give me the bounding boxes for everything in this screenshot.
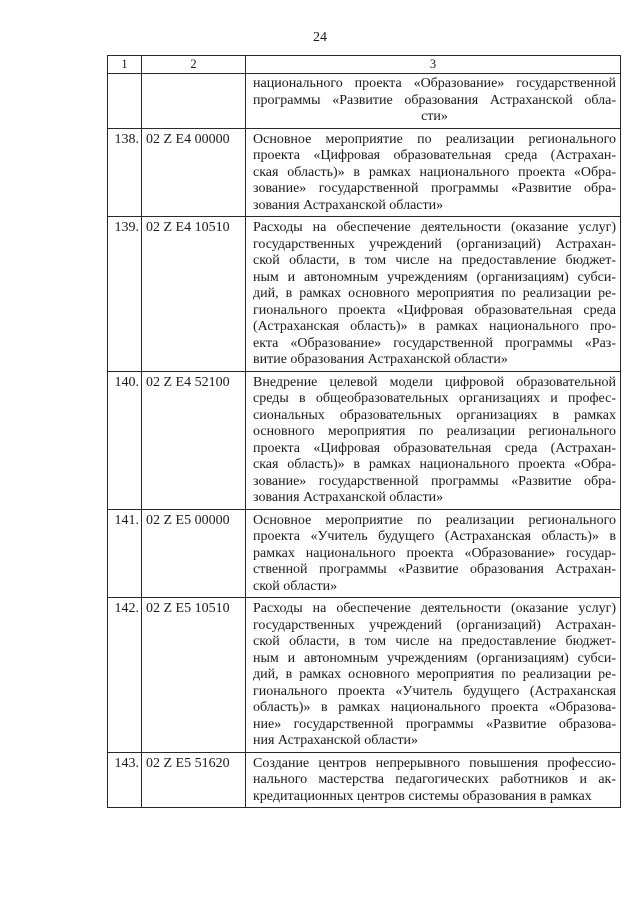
description-line: рамках национального проекта «Образование» государ- <box>253 545 616 561</box>
description-line: национального проекта «Образование» государственной <box>253 76 616 91</box>
description-line: зования Астраханской области» <box>253 490 444 505</box>
row-description <box>246 752 621 808</box>
description-line: проекта «Учитель будущего (Астраханская область)» в <box>253 529 616 544</box>
description-line: сти» <box>421 109 448 124</box>
description-line: дий, в рамках основного мероприятия по реализации ре- <box>253 286 616 301</box>
description-line: среды в общеобразовательных организациях и профес- <box>253 391 616 406</box>
table-row <box>108 598 621 753</box>
row-number: 138. <box>108 128 142 217</box>
row-description <box>246 371 621 509</box>
description-line: нального мастерства педагогических работников и ак- <box>253 772 616 787</box>
table-row <box>108 752 621 808</box>
description-line: проекта «Цифровая образовательная среда (Астрахан- <box>253 148 616 163</box>
row-description <box>246 74 621 129</box>
page-number: 24 <box>313 30 327 45</box>
description-line: ным и автономным учреждениям (организациям) субси- <box>253 650 616 666</box>
budget-classification-table <box>107 55 621 808</box>
description-line: сиональных образовательных организациях в рамках <box>253 407 616 423</box>
description-line: витие образования Астраханской области» <box>253 352 508 367</box>
description-line: Внедрение целевой модели цифровой образовательной <box>253 374 616 390</box>
row-description <box>246 598 621 753</box>
description-line: ственной программы «Развитие образования Астрахан- <box>253 562 616 577</box>
row-number: 143. <box>108 752 142 808</box>
row-description <box>246 128 621 217</box>
description-line: ская область)» в рамках национального проекта «Обра- <box>253 164 616 180</box>
budget-code: 02 Z E5 10510 <box>142 598 246 753</box>
description-line: ния Астраханской области» <box>253 733 419 748</box>
description-line: гионального проекта «Учитель будущего (Астраханская <box>253 683 616 699</box>
description-line: ской области, в том числе на предоставление бюджет- <box>253 253 616 268</box>
table-header-row <box>108 56 621 74</box>
row-number: 140. <box>108 371 142 509</box>
description-line: дий, в рамках основного мероприятия по реализации ре- <box>253 667 616 682</box>
row-description <box>246 217 621 372</box>
description-line: Расходы на обеспечение деятельности (оказание услуг) <box>253 220 616 235</box>
table-row <box>108 509 621 598</box>
row-description <box>246 509 621 598</box>
description-line: государственных учреждений (организаций) Астрахан- <box>253 617 616 633</box>
description-line: ным и автономным учреждениям (организациям) субси- <box>253 269 616 285</box>
table-row-continuation <box>108 74 621 129</box>
description-line: ской области, в том числе на предоставление бюджет- <box>253 634 616 649</box>
description-line: (Астраханская область)» в рамках национального про- <box>253 319 616 334</box>
description-line: кредитационных центров системы образования в рамках <box>253 788 592 804</box>
row-number: 139. <box>108 217 142 372</box>
column-header-1: 1 <box>108 56 142 74</box>
column-header-3: 3 <box>246 56 621 74</box>
column-header-2: 2 <box>142 56 246 74</box>
description-line: ние» государственной программы «Развитие образова- <box>253 716 616 732</box>
row-number: 142. <box>108 598 142 753</box>
description-line: Основное мероприятие по реализации регионального <box>253 512 616 528</box>
budget-code: 02 Z E4 10510 <box>142 217 246 372</box>
budget-code: 02 Z E4 00000 <box>142 128 246 217</box>
description-line: зование» государственной программы «Развитие обра- <box>253 181 616 196</box>
row-number <box>108 74 142 129</box>
description-line: основного мероприятия по реализации регионального <box>253 424 616 439</box>
description-line: область)» в рамках национального проекта «Образова- <box>253 700 616 715</box>
budget-code: 02 Z E5 51620 <box>142 752 246 808</box>
description-line: ская область)» в рамках национального проекта «Обра- <box>253 457 616 472</box>
row-number: 141. <box>108 509 142 598</box>
description-line: Создание центров непрерывного повышения профессио- <box>253 755 616 771</box>
description-line: Основное мероприятие по реализации регионального <box>253 131 616 147</box>
description-line: государственных учреждений (организаций) Астрахан- <box>253 236 616 252</box>
budget-code: 02 Z E5 00000 <box>142 509 246 598</box>
description-line: программы «Развитие образования Астраханской обла- <box>253 92 616 108</box>
description-line: проекта «Цифровая образовательная среда (Астрахан- <box>253 440 616 456</box>
table-row <box>108 371 621 509</box>
description-line: ской области» <box>253 578 338 594</box>
description-line: зования Астраханской области» <box>253 197 444 213</box>
budget-code <box>142 74 246 129</box>
budget-code: 02 Z E4 52100 <box>142 371 246 509</box>
table-row <box>108 217 621 372</box>
description-line: Расходы на обеспечение деятельности (оказание услуг) <box>253 601 616 616</box>
description-line: зование» государственной программы «Развитие обра- <box>253 473 616 489</box>
table-row <box>108 128 621 217</box>
description-line: гионального проекта «Цифровая образовательная среда <box>253 302 616 318</box>
description-line: екта «Образование» государственной программы «Раз- <box>253 335 616 351</box>
